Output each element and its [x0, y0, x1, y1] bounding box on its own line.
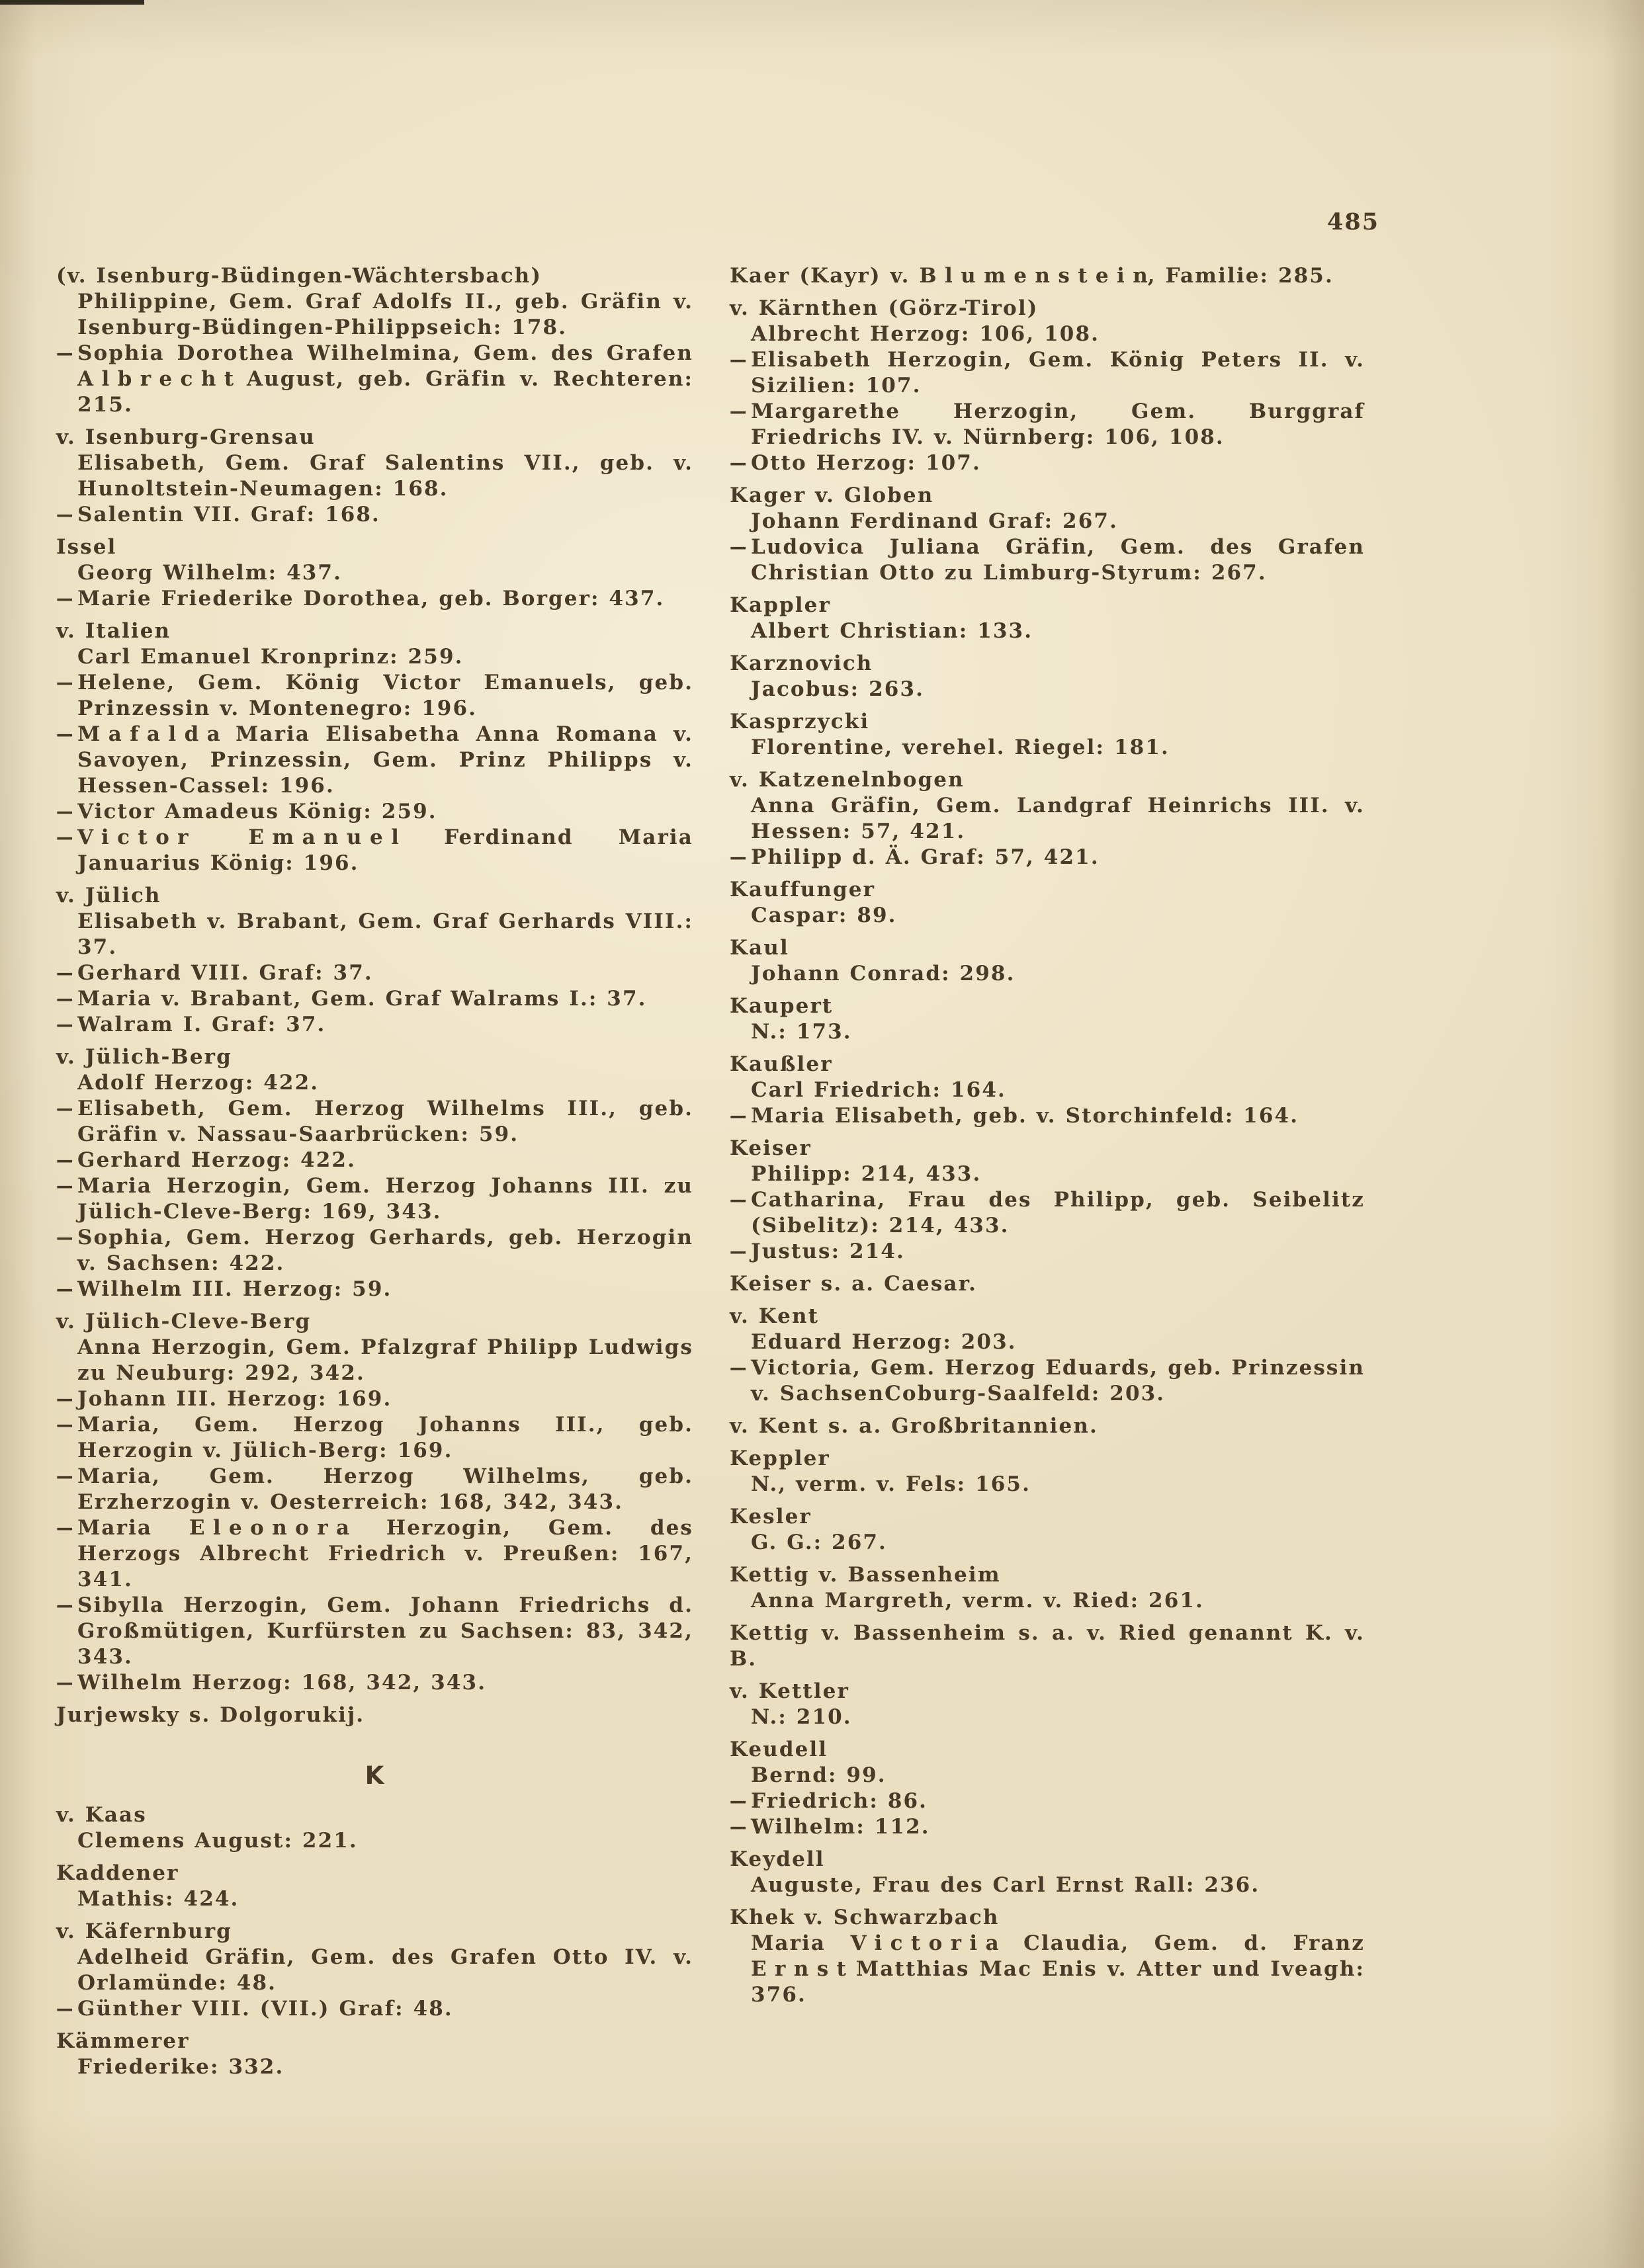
- entry-text: Maria Herzogin, Gem. Herzog Johanns III. zu Jülich-Cleve-Berg: 169, 343.: [77, 1174, 693, 1224]
- index-entry: [730, 1329, 1365, 1355]
- entry-text: Catharina, Frau des Philipp, geb. Seibelitz (Sibelitz): 214, 433.: [751, 1188, 1365, 1238]
- index-entry: [56, 960, 693, 986]
- index-family-header: [56, 534, 693, 560]
- entry-dash: —: [730, 1104, 747, 1128]
- index-family-header: [730, 593, 1365, 618]
- entry-text: Maria: [77, 1516, 189, 1540]
- index-entry: [730, 1161, 1365, 1187]
- entry-text: Marie Friederike Dorothea, geb. Borger: 437.: [77, 587, 665, 610]
- entry-text: Elisabeth Herzogin, Gem. König Peters II. v. Sizilien: 107.: [751, 348, 1365, 398]
- index-family-header: [56, 2029, 693, 2054]
- entry-text: Matthias Mac Enis v. Atter und Iveagh: 376.: [751, 1957, 1365, 2007]
- index-entry: [730, 450, 1365, 476]
- entry-text: Kager v. Globen: [730, 483, 934, 507]
- entry-dash: —: [56, 671, 73, 694]
- entry-text: v. Italien: [56, 619, 171, 643]
- index-entry: [56, 1277, 693, 1302]
- index-entry: [56, 1412, 693, 1464]
- entry-text: Kaupert: [730, 994, 834, 1018]
- index-entry: [56, 722, 693, 799]
- entry-text: Kaer (Kayr) v.: [730, 264, 920, 288]
- index-family-header: [730, 1052, 1365, 1077]
- index-entry: [56, 1335, 693, 1386]
- entry-text: v. Kent: [730, 1304, 820, 1328]
- entry-text: Victoria, Gem. Herzog Eduards, geb. Prinzessin v. SachsenCoburg-Saalfeld: 203.: [751, 1356, 1365, 1406]
- entry-text: Carl Friedrich: 164.: [751, 1078, 1006, 1102]
- entry-text: Maria v. Brabant, Gem. Graf Walrams I.: 37.: [77, 987, 647, 1011]
- entry-text: Salentin VII. Graf: 168.: [77, 503, 380, 526]
- index-family-header: [730, 1905, 1365, 1931]
- entry-text: Günther VIII. (VII.) Graf: 48.: [77, 1997, 453, 2021]
- page-number: 485: [1327, 208, 1380, 235]
- entry-text: Anna Gräfin, Gem. Landgraf Heinrichs III. v. Hessen: 57, 421.: [751, 794, 1365, 843]
- scan-edge-artifact: [0, 0, 144, 5]
- entry-text: G. G.: 267.: [751, 1531, 887, 1554]
- entry-text: Keppler: [730, 1447, 830, 1470]
- entry-text: Karznovich: [730, 651, 873, 675]
- index-family-header: [730, 1446, 1365, 1472]
- entry-text: Gerhard VIII. Graf: 37.: [77, 961, 373, 985]
- entry-text: Keiser: [730, 1136, 812, 1160]
- index-entry: [730, 1704, 1365, 1730]
- entry-text: Maria, Gem. Herzog Johanns III., geb. Herzogin v. Jülich-Berg: 169.: [77, 1413, 693, 1462]
- index-entry: [730, 618, 1365, 644]
- index-entry: [730, 1239, 1365, 1265]
- entry-dash: —: [730, 348, 747, 372]
- entry-dash: —: [56, 587, 73, 610]
- entry-text: Elisabeth, Gem. Graf Salentins VII., geb. v. Hunoltstein-Neumagen: 168.: [77, 451, 693, 501]
- entry-text: Otto Herzog: 107.: [751, 451, 981, 475]
- index-family-header: [730, 1504, 1365, 1530]
- person-name-letterspaced: Blumenstein: [919, 264, 1156, 288]
- entry-dash: —: [56, 961, 73, 985]
- index-family-header: [56, 618, 693, 644]
- entry-dash: —: [56, 722, 73, 746]
- index-cross-reference: [730, 1620, 1365, 1672]
- entry-text: Walram I. Graf: 37.: [77, 1013, 326, 1036]
- entry-text: Kesler: [730, 1505, 812, 1529]
- index-cross-reference: [56, 1702, 693, 1728]
- entry-dash: —: [56, 800, 73, 823]
- entry-text: N.: 210.: [751, 1705, 852, 1729]
- entry-text: v. Käfernburg: [56, 1919, 232, 1943]
- entry-text: Sibylla Herzogin, Gem. Johann Friedrichs d. Großmütigen, Kurfürsten zu Sachsen: 83, 342, 343.: [77, 1593, 693, 1669]
- entry-text: , Familie: 285.: [1147, 264, 1334, 288]
- index-entry: [730, 1530, 1365, 1556]
- entry-text: Keiser s. a. Caesar.: [730, 1272, 978, 1296]
- index-family-header: [56, 883, 693, 909]
- entry-dash: —: [56, 1387, 73, 1411]
- index-entry: [730, 677, 1365, 702]
- index-family-header: [730, 483, 1365, 509]
- entry-text: Adolf Herzog: 422.: [77, 1071, 320, 1095]
- entry-text: v. Isenburg-Grensau: [56, 425, 316, 449]
- index-entry: [56, 1593, 693, 1670]
- entry-text: Ferdinand Maria Januarius König: 196.: [77, 825, 693, 875]
- entry-text: Johann Conrad: 298.: [751, 962, 1016, 986]
- entry-text: K: [365, 1761, 385, 1790]
- entry-text: Herzogin, Gem. des Herzogs Albrecht Friedrich v. Preußen: 167, 341.: [77, 1516, 693, 1591]
- index-entry: [56, 1148, 693, 1173]
- entry-text: Victor Amadeus König: 259.: [77, 800, 437, 823]
- entry-dash: —: [730, 1356, 747, 1380]
- entry-text: Kettig v. Bassenheim s. a. v. Ried genannt K. v. B.: [730, 1621, 1365, 1671]
- entry-dash: —: [730, 1789, 747, 1813]
- index-entry: [56, 502, 693, 528]
- index-entry: [56, 1070, 693, 1096]
- entry-dash: —: [56, 1413, 73, 1437]
- entry-dash: —: [730, 1188, 747, 1212]
- entry-text: Wilhelm: 112.: [751, 1815, 930, 1839]
- index-entry: [56, 825, 693, 876]
- entry-text: v. Kaas: [56, 1803, 147, 1827]
- entry-text: Keudell: [730, 1738, 828, 1761]
- entry-text: Philippine, Gem. Graf Adolfs II., geb. Gräfin v. Isenburg-Büdingen-Philippseich: 178.: [77, 290, 693, 339]
- entry-text: Ludovica Juliana Gräfin, Gem. des Grafen Christian Otto zu Limburg-Styrum: 267.: [751, 535, 1365, 585]
- entry-dash: —: [56, 503, 73, 526]
- entry-text: v. Kent s. a. Großbritannien.: [730, 1414, 1098, 1438]
- index-entry: [730, 1931, 1365, 2008]
- index-entry: [730, 347, 1365, 399]
- index-entry: [730, 1019, 1365, 1045]
- entry-text: Wilhelm Herzog: 168, 342, 343.: [77, 1671, 487, 1695]
- index-family-header: [56, 1044, 693, 1070]
- index-entry: [56, 909, 693, 960]
- index-family-header: [56, 1919, 693, 1945]
- entry-dash: —: [56, 1997, 73, 2021]
- index-entry: [56, 341, 693, 418]
- index-entry: [56, 1670, 693, 1696]
- index-entry: [730, 1355, 1365, 1407]
- index-entry: [56, 799, 693, 825]
- index-family-header: [56, 1861, 693, 1886]
- index-entry: [730, 735, 1365, 761]
- index-entry: [730, 1872, 1365, 1898]
- index-entry: [730, 961, 1365, 987]
- entry-text: v. Kärnthen (Görz-Tirol): [730, 296, 1039, 320]
- entry-dash: —: [730, 535, 747, 559]
- index-family-header: [730, 296, 1365, 321]
- index-entry: [56, 450, 693, 502]
- person-name-letterspaced: Victoria: [850, 1931, 1008, 1955]
- entry-text: Auguste, Frau des Carl Ernst Rall: 236.: [751, 1873, 1260, 1897]
- index-family-header: [730, 1136, 1365, 1161]
- entry-text: Albrecht Herzog: 106, 108.: [751, 322, 1100, 346]
- entry-text: Maria Elisabetha Anna Romana v. Savoyen, Prinzessin, Gem. Prinz Philipps v. Hessen-Cassel: 196.: [77, 722, 693, 798]
- index-cross-reference: [730, 263, 1365, 289]
- index-family-header: [56, 425, 693, 450]
- index-entry: [56, 289, 693, 341]
- index-entry: [730, 1814, 1365, 1840]
- entry-text: Elisabeth v. Brabant, Gem. Graf Gerhards VIII.: 37.: [77, 909, 693, 959]
- index-entry: [56, 1945, 693, 1996]
- index-family-header: [730, 1562, 1365, 1588]
- index-family-header: [730, 993, 1365, 1019]
- entry-text: Kaddener: [56, 1861, 179, 1885]
- entry-dash: —: [56, 987, 73, 1011]
- entry-text: v. Katzenelnbogen: [730, 768, 965, 792]
- index-entry: [56, 644, 693, 670]
- index-entry: [56, 2054, 693, 2080]
- entry-text: Maria: [751, 1931, 851, 1955]
- entry-text: Kaußler: [730, 1052, 833, 1076]
- entry-text: Sophia, Gem. Herzog Gerhards, geb. Herzogin v. Sachsen: 422.: [77, 1226, 693, 1275]
- entry-dash: —: [730, 845, 747, 869]
- entry-text: Johann III. Herzog: 169.: [77, 1387, 392, 1411]
- index-entry: [56, 1096, 693, 1148]
- index-entry: [56, 1515, 693, 1593]
- entry-text: Georg Wilhelm: 437.: [77, 561, 342, 585]
- entry-text: Friedrich: 86.: [751, 1789, 928, 1813]
- entry-text: v. Jülich-Berg: [56, 1045, 232, 1069]
- person-name-letterspaced: Ernst: [751, 1957, 855, 1981]
- index-family-header: [730, 877, 1365, 903]
- entry-dash: —: [56, 1148, 73, 1172]
- person-name-letterspaced: Mafalda: [77, 722, 229, 746]
- entry-text: N., verm. v. Fels: 165.: [751, 1472, 1031, 1496]
- entry-text: Philipp: 214, 433.: [751, 1162, 982, 1186]
- entry-dash: —: [56, 1516, 73, 1540]
- section-letter: [56, 1761, 693, 1790]
- index-entry: [56, 670, 693, 722]
- entry-text: Helene, Gem. König Victor Emanuels, geb. Prinzessin v. Montenegro: 196.: [77, 671, 693, 720]
- entry-text: Kappler: [730, 593, 831, 617]
- index-entry: [730, 1763, 1365, 1788]
- index-family-header: [730, 1847, 1365, 1872]
- entry-text: August, geb. Gräfin v. Rechteren: 215.: [77, 367, 693, 417]
- index-entry: [56, 586, 693, 612]
- index-entry: [730, 1077, 1365, 1103]
- index-family-header: [56, 263, 693, 289]
- entry-dash: —: [730, 1239, 747, 1263]
- entry-text: Anna Herzogin, Gem. Pfalzgraf Philipp Ludwigs zu Neuburg: 292, 342.: [77, 1335, 693, 1385]
- entry-text: Jacobus: 263.: [751, 677, 925, 701]
- index-entry: [730, 1187, 1365, 1239]
- entry-dash: —: [730, 1815, 747, 1839]
- entry-text: Mathis: 424.: [77, 1887, 239, 1911]
- index-family-header: [730, 767, 1365, 793]
- entry-text: (v. Isenburg-Büdingen-Wächtersbach): [56, 264, 542, 288]
- entry-text: Johann Ferdinand Graf: 267.: [751, 509, 1118, 533]
- index-cross-reference: [730, 1271, 1365, 1297]
- index-entry: [730, 399, 1365, 450]
- index-family-header: [56, 1802, 693, 1828]
- entry-text: Friederike: 332.: [77, 2055, 284, 2079]
- index-entry: [730, 1788, 1365, 1814]
- index-entry: [730, 1103, 1365, 1129]
- entry-text: Khek v. Schwarzbach: [730, 1906, 1000, 1929]
- person-name-letterspaced: Eleonora: [189, 1516, 358, 1540]
- person-name-letterspaced: Albrecht: [77, 367, 242, 391]
- index-entry: [730, 509, 1365, 534]
- entry-text: Adelheid Gräfin, Gem. des Grafen Otto IV. v. Orlamünde: 48.: [77, 1945, 693, 1995]
- entry-text: Kauffunger: [730, 878, 876, 902]
- index-entry: [730, 793, 1365, 845]
- column-left: [56, 263, 693, 2080]
- index-entry: [56, 1225, 693, 1277]
- index-entry: [730, 1588, 1365, 1614]
- entry-dash: —: [56, 825, 73, 849]
- entry-text: Margarethe Herzogin, Gem. Burggraf Friedrichs IV. v. Nürnberg: 106, 108.: [751, 399, 1365, 449]
- index-entry: [56, 1012, 693, 1038]
- entry-text: Justus: 214.: [751, 1239, 905, 1263]
- index-entry: [730, 534, 1365, 586]
- entry-text: Philipp d. Ä. Graf: 57, 421.: [751, 845, 1100, 869]
- index-entry: [56, 1464, 693, 1515]
- index-entry: [56, 1886, 693, 1912]
- entry-dash: —: [56, 1174, 73, 1198]
- index-entry: [730, 845, 1365, 870]
- entry-text: Clemens August: 221.: [77, 1829, 358, 1853]
- index-entry: [730, 903, 1365, 929]
- index-family-header: [730, 1304, 1365, 1329]
- entry-text: Keydell: [730, 1847, 825, 1871]
- entry-text: Florentine, verehel. Riegel: 181.: [751, 735, 1170, 759]
- index-family-header: [730, 709, 1365, 735]
- entry-text: Jurjewsky s. Dolgorukij.: [56, 1703, 365, 1727]
- entry-dash: —: [56, 341, 73, 365]
- index-entry: [730, 321, 1365, 347]
- entry-text: Eduard Herzog: 203.: [751, 1330, 1017, 1354]
- entry-text: Kasprzycki: [730, 710, 870, 734]
- entry-text: Carl Emanuel Kronprinz: 259.: [77, 645, 464, 669]
- entry-text: N.: 173.: [751, 1020, 852, 1044]
- person-name-letterspaced: Victor Emanuel: [77, 825, 408, 849]
- entry-dash: —: [56, 1593, 73, 1617]
- entry-dash: —: [56, 1013, 73, 1036]
- entry-text: Bernd: 99.: [751, 1763, 887, 1787]
- index-entry: [56, 1386, 693, 1412]
- entry-text: Kaul: [730, 936, 789, 960]
- entry-text: Issel: [56, 535, 117, 559]
- entry-text: Albert Christian: 133.: [751, 619, 1033, 643]
- entry-text: Wilhelm III. Herzog: 59.: [77, 1277, 392, 1301]
- entry-text: Kämmerer: [56, 2029, 190, 2053]
- entry-text: v. Kettler: [730, 1679, 849, 1703]
- index-entry: [56, 986, 693, 1012]
- entry-dash: —: [56, 1464, 73, 1488]
- entry-dash: —: [56, 1226, 73, 1249]
- entry-dash: —: [56, 1097, 73, 1120]
- index-family-header: [730, 651, 1365, 677]
- entry-text: v. Jülich: [56, 884, 161, 907]
- entry-text: Claudia, Gem. d. Franz: [998, 1931, 1365, 1955]
- entry-text: Caspar: 89.: [751, 903, 897, 927]
- column-right: [730, 263, 1365, 2008]
- entry-text: Kettig v. Bassenheim: [730, 1563, 1001, 1587]
- index-cross-reference: [730, 1413, 1365, 1439]
- entry-text: Maria, Gem. Herzog Wilhelms, geb. Erzherzogin v. Oesterreich: 168, 342, 343.: [77, 1464, 693, 1514]
- entry-dash: —: [730, 451, 747, 475]
- entry-text: Elisabeth, Gem. Herzog Wilhelms III., geb. Gräfin v. Nassau-Saarbrücken: 59.: [77, 1097, 693, 1146]
- index-family-header: [730, 1737, 1365, 1763]
- entry-text: v. Jülich-Cleve-Berg: [56, 1310, 312, 1333]
- index-entry: [56, 1173, 693, 1225]
- entry-text: Maria Elisabeth, geb. v. Storchinfeld: 164.: [751, 1104, 1299, 1128]
- index-entry: [56, 1996, 693, 2022]
- index-entry: [56, 560, 693, 586]
- index-entry: [730, 1472, 1365, 1497]
- entry-dash: —: [56, 1671, 73, 1695]
- index-family-header: [730, 1679, 1365, 1704]
- entry-text: Anna Margreth, verm. v. Ried: 261.: [751, 1589, 1204, 1613]
- entry-dash: —: [730, 399, 747, 423]
- index-entry: [56, 1828, 693, 1854]
- entry-text: Sophia Dorothea Wilhelmina, Gem. des Grafen: [77, 341, 693, 365]
- entry-text: Gerhard Herzog: 422.: [77, 1148, 356, 1172]
- index-family-header: [56, 1309, 693, 1335]
- index-family-header: [730, 935, 1365, 961]
- entry-dash: —: [56, 1277, 73, 1301]
